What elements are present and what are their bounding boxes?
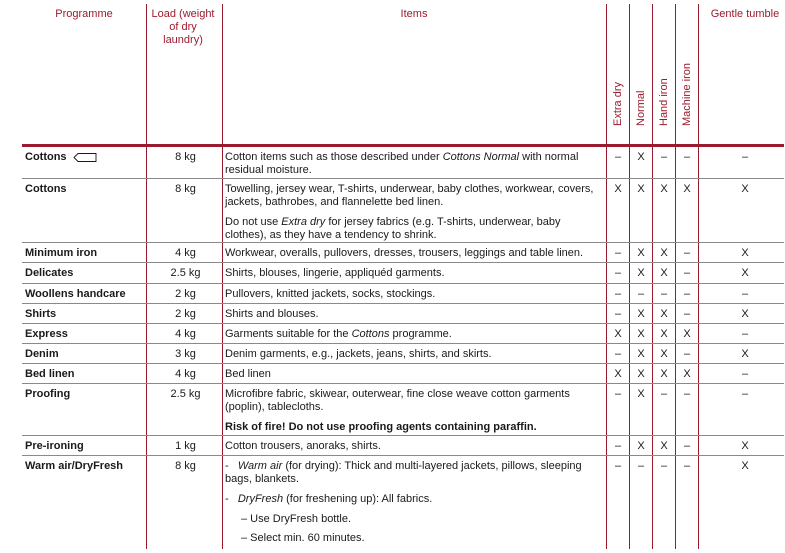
eco-tag-icon [73,153,97,162]
load-value: 8 kg [175,151,196,163]
mark-hand-iron: X [660,348,668,360]
load-value: 2.5 kg [170,267,201,279]
mark-hand-iron: X [660,308,668,320]
mark-machine-iron: X [683,368,691,380]
mark-normal: – [637,288,645,300]
items-text: Shirts, blouses, lingerie, appliquéd garments. [225,267,445,279]
items-text: Cotton items such as those described under Cottons Normal with normal residual moisture. [225,151,579,176]
list-item: – Use DryFresh bottle. [241,513,352,525]
mark-extra-dry: – [614,288,622,300]
mark-hand-iron: X [660,440,668,452]
load-value: 4 kg [175,247,196,259]
mark-hand-iron: X [660,267,668,279]
table-row [22,243,784,261]
load-value: 4 kg [175,368,196,380]
programme-name: Pre-ironing [25,440,84,452]
items-text: Denim garments, e.g., jackets, jeans, shirts, and skirts. [225,348,492,360]
mark-gentle: X [741,247,749,259]
mark-gentle: – [741,368,749,380]
mark-extra-dry: – [614,460,622,472]
load-value: 3 kg [175,348,196,360]
mark-extra-dry: – [614,151,622,163]
mark-normal: X [637,267,645,279]
header-hand-iron: Hand iron [658,78,670,126]
mark-extra-dry: – [614,348,622,360]
load-value: 2.5 kg [170,388,201,400]
table-row [22,147,784,177]
mark-extra-dry: – [614,388,622,400]
items-text [225,460,605,551]
mark-extra-dry: X [614,328,622,340]
programme-name: Warm air/DryFresh [25,460,124,472]
mark-machine-iron: X [683,328,691,340]
mark-gentle: – [741,151,749,163]
mark-hand-iron: X [660,328,668,340]
mark-machine-iron: – [683,151,691,163]
mark-machine-iron: – [683,288,691,300]
mark-hand-iron: – [660,151,668,163]
mark-gentle: X [741,267,749,279]
mark-normal: X [637,183,645,195]
mark-extra-dry: – [614,267,622,279]
load-value: 2 kg [175,308,196,320]
mark-gentle: – [741,288,749,300]
mark-machine-iron: – [683,348,691,360]
mark-gentle: X [741,460,749,472]
programme-name: Bed linen [25,368,75,380]
items-text: Pullovers, knitted jackets, socks, stockings. [225,288,436,300]
mark-extra-dry: X [614,368,622,380]
table-row [22,436,784,455]
mark-extra-dry: – [614,247,622,259]
mark-normal: X [637,440,645,452]
mark-machine-iron: – [683,388,691,400]
header-items: Items [400,8,428,20]
programme-name: Cottons [25,183,67,195]
items-text: Towelling, jersey wear, T-shirts, underwear, baby clothes, workwear, covers, jackets, bathrobes, and flannelette bed linen. Do not use Extra dry for jersey fabrics (e.g. T-shirts, underwear, baby clothes), as they have a tendency to shrink. [225,183,594,241]
items-text: Cotton trousers, anoraks, shirts. [225,440,381,452]
load-value: 1 kg [175,440,196,452]
programme-name: Minimum iron [25,247,98,259]
table-row [22,324,784,343]
items-text: Microfibre fabric, skiwear, outerwear, fine close weave cotton garments (poplin), tablecloths. Risk of fire! Do not use proofing agents containing paraffin. [225,388,605,441]
table-row [22,179,784,241]
mark-hand-iron: X [660,247,668,259]
mark-gentle: X [741,308,749,320]
header-machine-iron: Machine iron [681,63,693,126]
mark-machine-iron: – [683,308,691,320]
mark-machine-iron: – [683,460,691,472]
items-sublist [225,513,605,545]
programme-name: Woollens handcare [25,288,126,300]
mark-machine-iron: – [683,267,691,279]
mark-machine-iron: X [683,183,691,195]
mark-extra-dry: X [614,183,622,195]
programme-name: Cottons [25,151,97,163]
table-row [22,284,784,303]
list-item: - DryFresh (for freshening up): All fabrics. [225,493,433,505]
mark-normal: X [637,328,645,340]
mark-hand-iron: X [660,368,668,380]
mark-gentle: – [741,328,749,340]
items-text: Workwear, overalls, pullovers, dresses, trousers, leggings and table linen. [225,247,584,259]
load-value: 2 kg [175,288,196,300]
list-item: – Select min. 60 minutes. [241,532,365,544]
items-text: Bed linen [225,368,271,380]
programme-name: Shirts [25,308,57,320]
mark-hand-iron: – [660,460,668,472]
mark-hand-iron: – [660,288,668,300]
mark-hand-iron: X [660,183,668,195]
programme-name: Proofing [25,388,71,400]
programme-name: Express [25,328,68,340]
mark-gentle: – [741,388,749,400]
mark-normal: X [637,308,645,320]
mark-normal: – [637,460,645,472]
load-value: 8 kg [175,183,196,195]
mark-normal: X [637,348,645,360]
mark-normal: X [637,151,645,163]
table-row [22,364,784,383]
mark-extra-dry: – [614,308,622,320]
table-row [22,384,784,435]
load-value: 8 kg [175,460,196,472]
header-normal: Normal [635,90,647,126]
mark-machine-iron: – [683,247,691,259]
mark-hand-iron: – [660,388,668,400]
header-programme: Programme [55,8,113,20]
mark-extra-dry: – [614,440,622,452]
header-load: Load (weight of dry laundry) [151,8,215,46]
load-value: 4 kg [175,328,196,340]
header-gentle-tumble: Gentle tumble [710,8,780,20]
items-text: Garments suitable for the Cottons programme. [225,328,452,340]
mark-machine-iron: – [683,440,691,452]
mark-normal: X [637,247,645,259]
items-text: Shirts and blouses. [225,308,319,320]
list-item: - Warm air (for drying): Thick and multi-layered jackets, pillows, sleeping bags, blankets. [225,460,582,485]
mark-gentle: X [741,183,749,195]
mark-normal: X [637,388,645,400]
table-row [22,456,784,552]
programme-name: Delicates [25,267,74,279]
programme-name: Denim [25,348,59,360]
mark-normal: X [637,368,645,380]
header-extra-dry: Extra dry [612,81,624,126]
mark-gentle: X [741,440,749,452]
fire-warning: Risk of fire! Do not use proofing agents containing paraffin. [225,421,537,433]
table-row [22,344,784,363]
mark-gentle: X [741,348,749,360]
items-list [225,460,605,506]
table-row [22,304,784,323]
table-row [22,263,784,282]
